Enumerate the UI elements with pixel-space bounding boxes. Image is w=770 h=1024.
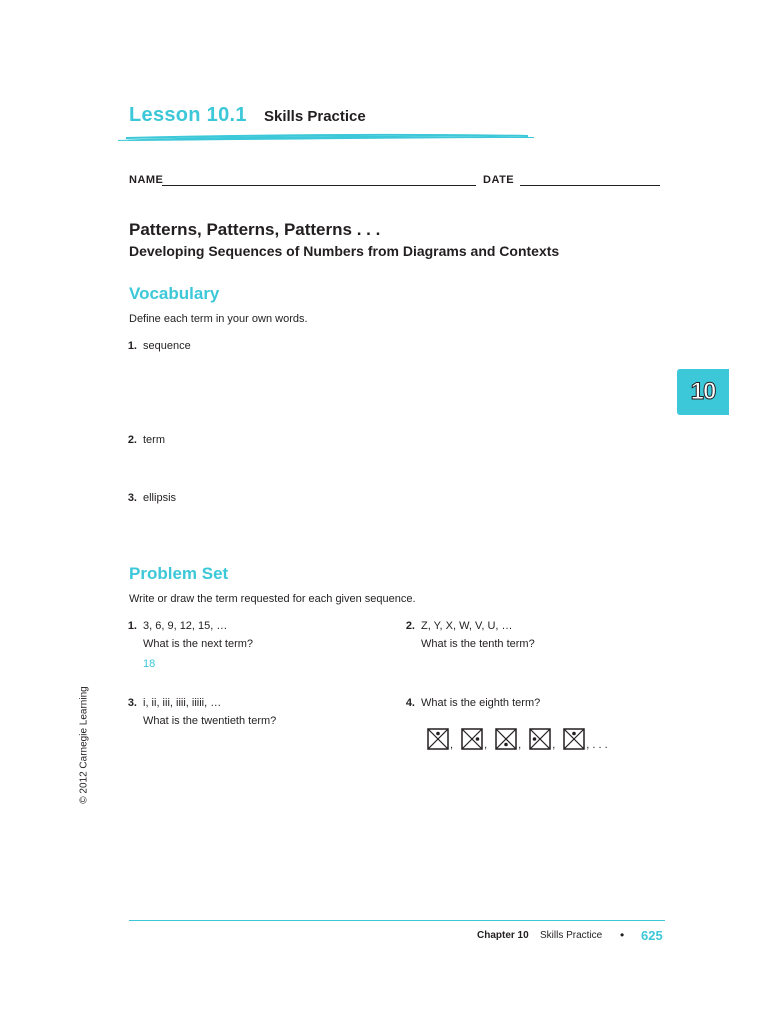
problem-set-heading: Problem Set [129,564,229,583]
name-label: NAME [129,174,164,186]
figure-comma: , [552,739,556,751]
box-figure-1 [427,728,449,750]
date-field[interactable] [520,185,660,186]
item-term: term [143,434,165,446]
problem-answer: 18 [143,658,156,670]
box-figure-3 [495,728,517,750]
problem-sequence: Z, Y, X, W, V, U, … [421,620,513,632]
problem-question: What is the next term? [143,638,254,650]
figure-comma: , [518,739,522,751]
vocabulary-heading: Vocabulary [129,284,220,303]
vocab-item-sequence [121,340,191,352]
figure-comma: , [484,739,488,751]
problem-set-instruction: Write or draw the term requested for each given sequence. [129,593,416,605]
item-number: 1. [127,340,137,352]
problem-1 [121,620,253,670]
item-number: 2. [405,620,415,632]
problem-4-figure [427,728,616,750]
lesson-subtitle: Skills Practice [264,108,366,125]
problem-sequence: i, ii, iii, iiii, iiiii, … [143,697,222,709]
page-title: Patterns, Patterns, Patterns . . . [129,220,381,239]
problem-sequence: 3, 6, 9, 12, 15, … [143,620,228,632]
lesson-number: Lesson 10.1 [129,104,247,126]
problem-question: What is the tenth term? [421,638,535,650]
footer-chapter: Chapter 10 [477,930,529,941]
item-term: sequence [143,340,191,352]
figure-ellipsis: , . . . [586,739,608,751]
copyright-notice: © 2012 Carnegie Learning [78,686,90,804]
footer-bullet: • [620,928,625,942]
problem-4 [399,697,540,709]
box-figure-5 [563,728,585,750]
item-number: 3. [127,697,137,709]
name-field[interactable] [162,185,476,186]
header-underline [116,132,536,142]
vocabulary-instruction: Define each term in your own words. [129,313,308,325]
item-number: 4. [405,697,415,709]
problem-question: What is the eighth term? [421,697,541,709]
vocab-item-ellipsis [121,492,176,504]
page-subtitle: Developing Sequences of Numbers from Diagrams and Contexts [129,243,560,259]
item-number: 3. [127,492,137,504]
item-number: 1. [127,620,137,632]
problem-question: What is the twentieth term? [143,715,277,727]
footer-section: Skills Practice [540,930,603,941]
box-figure-4 [529,728,551,750]
date-label: DATE [483,174,515,186]
box-figure-2 [461,728,483,750]
item-number: 2. [127,434,137,446]
item-term: ellipsis [143,492,177,504]
page-number: 625 [641,928,663,943]
figure-comma: , [450,739,454,751]
problem-2 [399,620,535,650]
problem-3 [121,697,276,727]
vocab-item-term [121,434,165,446]
footer-rule [129,920,665,921]
chapter-tab-number: 10 [690,378,716,405]
chapter-tab [677,369,729,415]
